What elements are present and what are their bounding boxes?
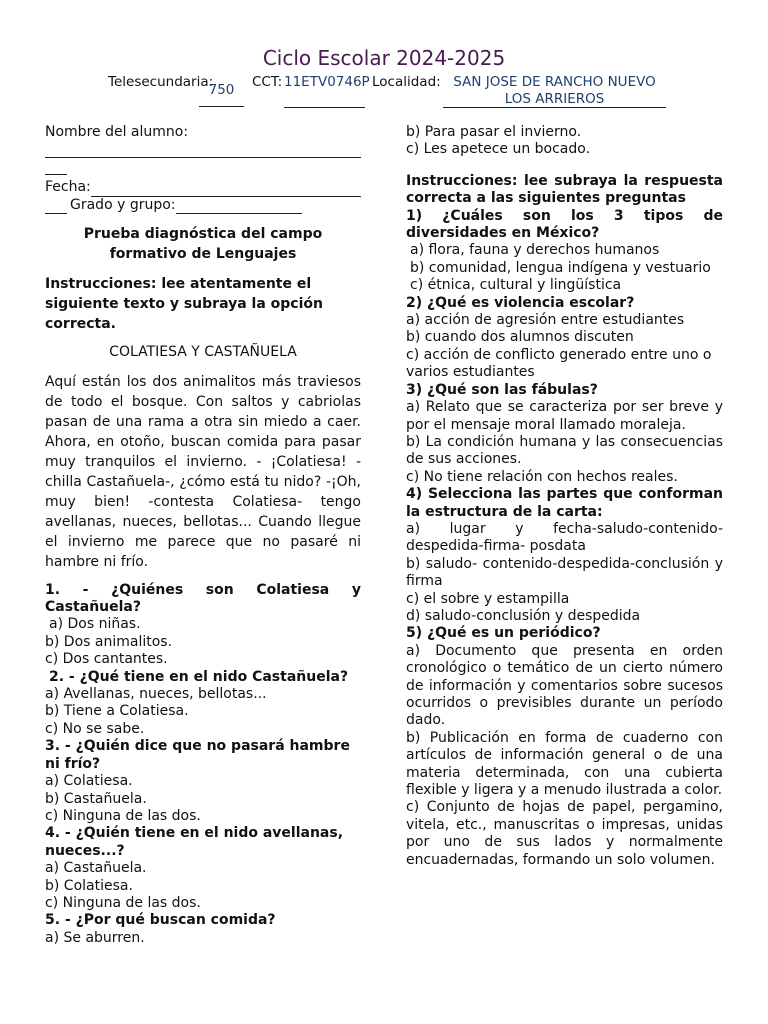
- option-4a[interactable]: a) Castañuela.: [45, 860, 147, 877]
- p2-question-5: [406, 625, 723, 869]
- p2-option-2a[interactable]: a) acción de agresión entre estudiantes: [406, 312, 685, 329]
- option-4b[interactable]: b) Colatiesa.: [45, 877, 133, 894]
- option-1c[interactable]: c) Dos cantantes.: [45, 651, 168, 668]
- option-5c[interactable]: c) Les apetece un bocado.: [406, 141, 591, 158]
- p2-question-2-text: 2) ¿Qué es violencia escolar?: [406, 294, 635, 311]
- question-2-text: 2. - ¿Qué tiene en el nido Castañuela?: [49, 668, 349, 685]
- option-3c[interactable]: c) Ninguna de las dos.: [45, 807, 201, 824]
- part2-instructions: Instrucciones: lee subraya la respuesta correcta a las siguientes preguntas: [406, 172, 723, 207]
- p2-option-1c[interactable]: c) étnica, cultural y lingüística: [410, 277, 622, 294]
- cct-field[interactable]: 11ETV0746P: [284, 74, 365, 108]
- question-3-text: 3. - ¿Quién dice que no pasará hambre ni frío?: [45, 738, 350, 772]
- option-5a[interactable]: a) Se aburren.: [45, 929, 145, 946]
- p2-option-3a[interactable]: a) Relato que se caracteriza por ser breve y por el mensaje moral llamado moraleja.: [406, 399, 723, 433]
- option-3a[interactable]: a) Colatiesa.: [45, 773, 133, 790]
- student-name-line[interactable]: [45, 141, 361, 158]
- story-text: Aquí están los dos animalitos más traviesos de todo el bosque. Con saltos y cabriolas pasan de una rama a otra sin miedo a caer. Ahora, en otoño, buscan comida para pasar muy tranquilos el invierno. - ¡Colatiesa! -chilla Castañuela-, ¿cómo está tu nido? -¡Oh, muy bien! -contesta Colatiesa- tengo avellanas, nueces, bellotas... Cuando llegue el invierno me parece que no pasaré ni hambre ni frío.: [45, 373, 361, 570]
- question-4: [45, 825, 361, 912]
- option-5b[interactable]: b) Para pasar el invierno.: [406, 124, 582, 140]
- question-5: [45, 912, 361, 947]
- school-number-field[interactable]: 750: [199, 82, 244, 107]
- student-name-label: Nombre del alumno:: [45, 124, 189, 140]
- question-3: [45, 738, 361, 825]
- p2-option-4b[interactable]: b) saludo- contenido-despedida-conclusión y firma: [406, 555, 723, 590]
- p2-question-1: [406, 208, 723, 295]
- p2-question-1-text: 1) ¿Cuáles son los 3 tipos de diversidades en México?: [406, 207, 723, 242]
- p2-option-4d[interactable]: d) saludo-conclusión y despedida: [406, 607, 641, 624]
- story-title: COLATIESA Y CASTAÑUELA: [109, 344, 297, 361]
- date-row: [45, 179, 361, 196]
- locality-label: Localidad:: [372, 74, 441, 90]
- p2-option-5b[interactable]: b) Publicación en forma de cuaderno con artículos de información general o de una materia determinada, con una cubierta flexible y ligera y a menudo ilustrada a color.: [406, 729, 723, 799]
- school-type-label: Telesecundaria:: [108, 74, 214, 90]
- p2-option-1b[interactable]: b) comunidad, lengua indígena y vestuario: [410, 259, 711, 276]
- p2-option-2c[interactable]: c) acción de conflicto generado entre uno o varios estudiantes: [406, 346, 712, 381]
- option-2c[interactable]: c) No se sabe.: [45, 720, 145, 737]
- grade-row: [45, 197, 361, 214]
- question-1: [45, 582, 361, 669]
- left-column: [45, 124, 361, 947]
- cct-label: CCT:: [252, 74, 283, 90]
- p2-question-4-text: 4) Selecciona las partes que conforman la estructura de la carta:: [406, 486, 723, 520]
- p2-option-2b[interactable]: b) cuando dos alumnos discuten: [406, 329, 634, 346]
- question-4-text: 4. - ¿Quién tiene en el nido avellanas, nueces...?: [45, 825, 344, 859]
- p2-option-3b[interactable]: b) La condición humana y las consecuencias de sus acciones.: [406, 433, 723, 468]
- p2-question-5-text: 5) ¿Qué es un periódico?: [406, 625, 601, 642]
- date-label: Fecha:: [45, 179, 91, 196]
- grade-prefix-line[interactable]: [45, 199, 67, 214]
- option-3b[interactable]: b) Castañuela.: [45, 790, 147, 807]
- question-2: [45, 669, 361, 739]
- p2-option-1a[interactable]: a) flora, fauna y derechos humanos: [410, 242, 660, 259]
- option-1a[interactable]: a) Dos niñas.: [49, 616, 141, 633]
- question-5-text: 5. - ¿Por qué buscan comida?: [45, 912, 276, 929]
- option-4c[interactable]: c) Ninguna de las dos.: [45, 894, 201, 911]
- question-1-text: 1. - ¿Quiénes son Colatiesa y Castañuela?: [45, 581, 361, 616]
- grade-field[interactable]: [176, 199, 302, 214]
- option-1b[interactable]: b) Dos animalitos.: [45, 633, 173, 650]
- option-2b[interactable]: b) Tiene a Colatiesa.: [45, 703, 189, 720]
- exam-title: Prueba diagnóstica del campo formativo de Lenguajes: [83, 226, 323, 263]
- option-2a[interactable]: a) Avellanas, nueces, bellotas...: [45, 686, 267, 703]
- grade-label: Grado y grupo:: [70, 196, 176, 213]
- p2-question-3-text: 3) ¿Qué son las fábulas?: [406, 381, 598, 398]
- p2-option-4a[interactable]: a) lugar y fecha-saludo-contenido-despedida-firma- posdata: [406, 520, 723, 555]
- exam-instructions: Instrucciones: lee atentamente el siguiente texto y subraya la opción correcta.: [45, 276, 323, 333]
- p2-question-4: [406, 486, 723, 625]
- p2-option-3c[interactable]: c) No tiene relación con hechos reales.: [406, 468, 678, 485]
- page-title: Ciclo Escolar 2024-2025: [262, 46, 506, 70]
- p2-question-3: [406, 382, 723, 486]
- p2-option-5c[interactable]: c) Conjunto de hojas de papel, pergamino, vitela, etc., manuscritas o impresas, unidas por uno de sus lados y normalmente encuadernadas, formando un solo volumen.: [406, 799, 723, 868]
- right-column: [406, 124, 723, 869]
- p2-option-4c[interactable]: c) el sobre y estampilla: [406, 590, 570, 607]
- date-field[interactable]: [91, 182, 361, 197]
- p2-option-5a[interactable]: a) Documento que presenta en orden cronológico o temático de un cierto número de información y comentarios sobre sucesos ocurridos o previsibles durante un período dado.: [406, 642, 723, 729]
- student-name-line-cont[interactable]: [45, 158, 67, 175]
- p2-question-2: [406, 295, 723, 382]
- locality-field[interactable]: SAN JOSE DE RANCHO NUEVO LOS ARRIEROS: [443, 74, 666, 108]
